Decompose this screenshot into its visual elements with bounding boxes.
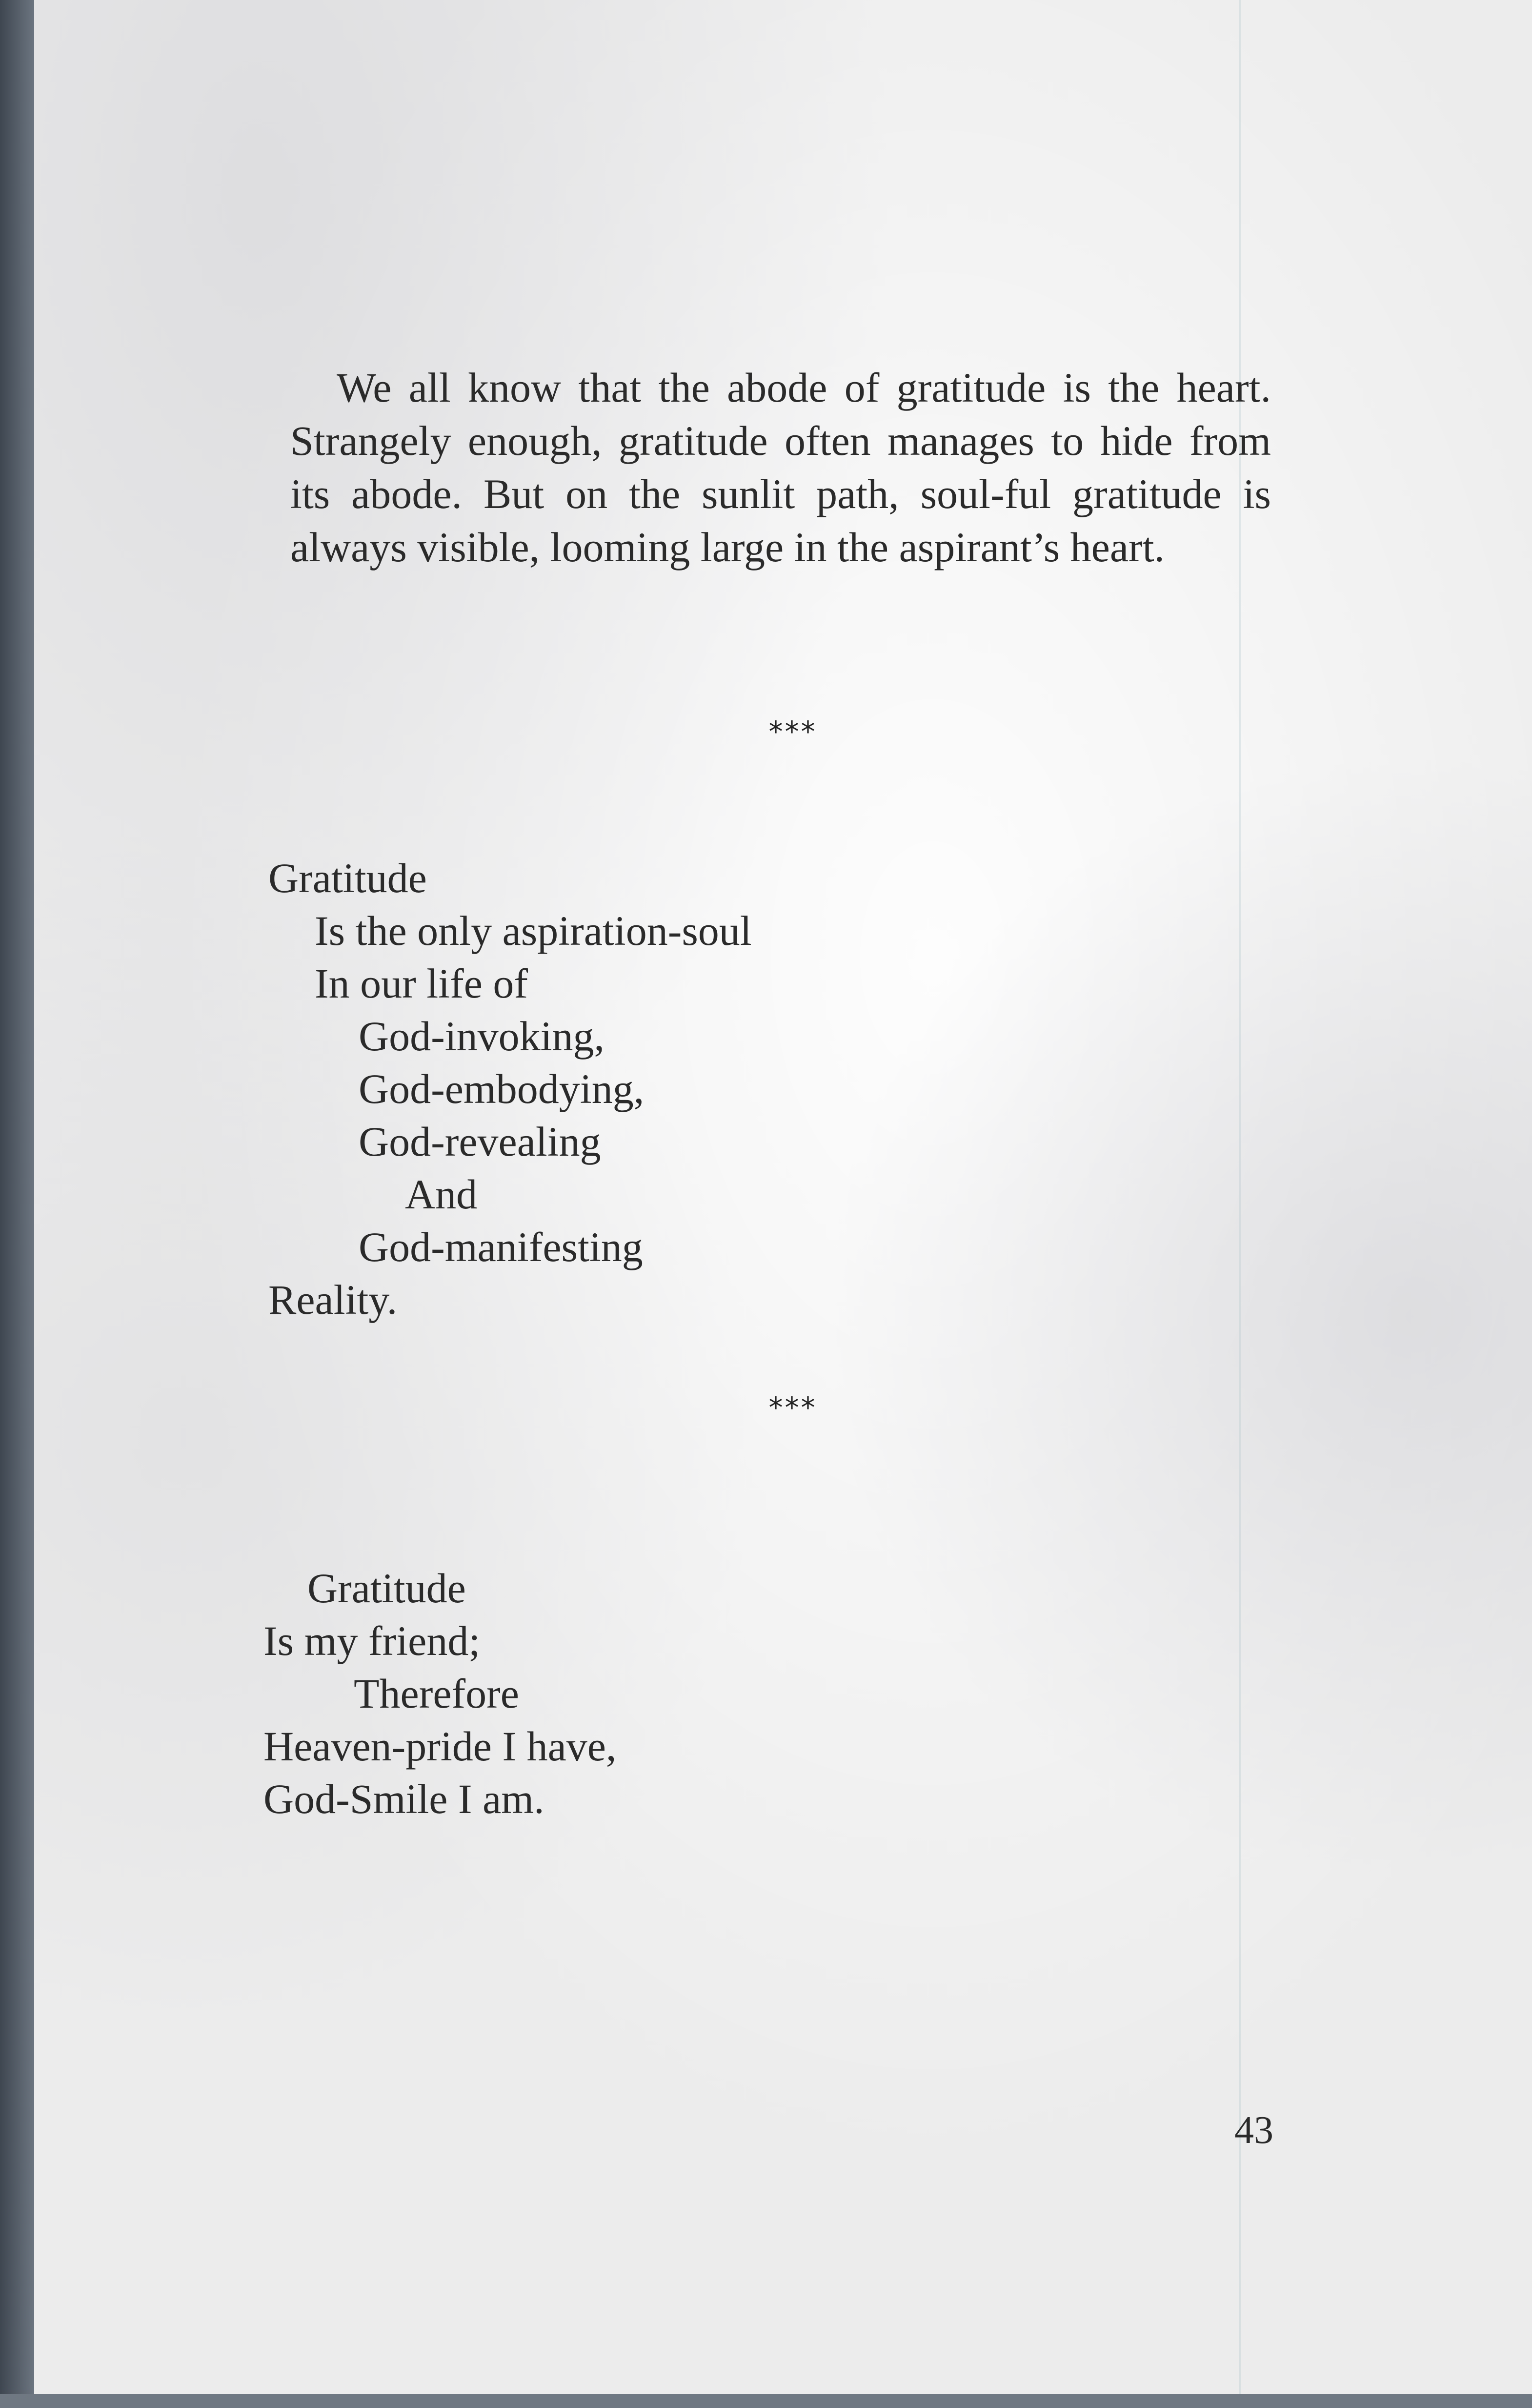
poem-1-line-6: God-revealing: [359, 1118, 601, 1165]
poem-2-line-3: Therefore: [354, 1670, 519, 1717]
poem-1-line-4: God-invoking,: [359, 1013, 605, 1060]
poem-2-line-5: God-Smile I am.: [263, 1775, 544, 1822]
poem-1-line-8: God-manifesting: [359, 1224, 643, 1270]
poem-1-line-1: Gratitude: [268, 855, 427, 901]
poem-1-line-2: Is the only aspiration-soul: [315, 907, 752, 954]
book-page: [34, 0, 1532, 2394]
poem-1-line-5: God-embodying,: [359, 1065, 645, 1112]
scanner-bottom-edge: [0, 2394, 1532, 2408]
section-divider-1: ***: [768, 715, 817, 748]
scanner-edge: [0, 0, 34, 2408]
poem-1-line-9: Reality.: [268, 1276, 398, 1323]
page-fold-line: [1239, 0, 1241, 2394]
prose-paragraph: We all know that the abode of gratitude is the heart. Strangely enough, gratitude often manages to hide from its abode. But on the sunlit path, soul-ful gratitude is always visible, looming large in the aspirant’s heart.: [290, 364, 1271, 571]
page-number: 43: [1234, 2109, 1273, 2152]
poem-2-line-4: Heaven-pride I have,: [263, 1723, 617, 1770]
section-divider-2: ***: [768, 1391, 817, 1424]
poem-2-line-1: Gratitude: [307, 1565, 466, 1612]
poem-1-line-3: In our life of: [315, 960, 528, 1007]
poem-2-line-2: Is my friend;: [263, 1617, 481, 1664]
poem-1-line-7: And: [405, 1171, 478, 1218]
